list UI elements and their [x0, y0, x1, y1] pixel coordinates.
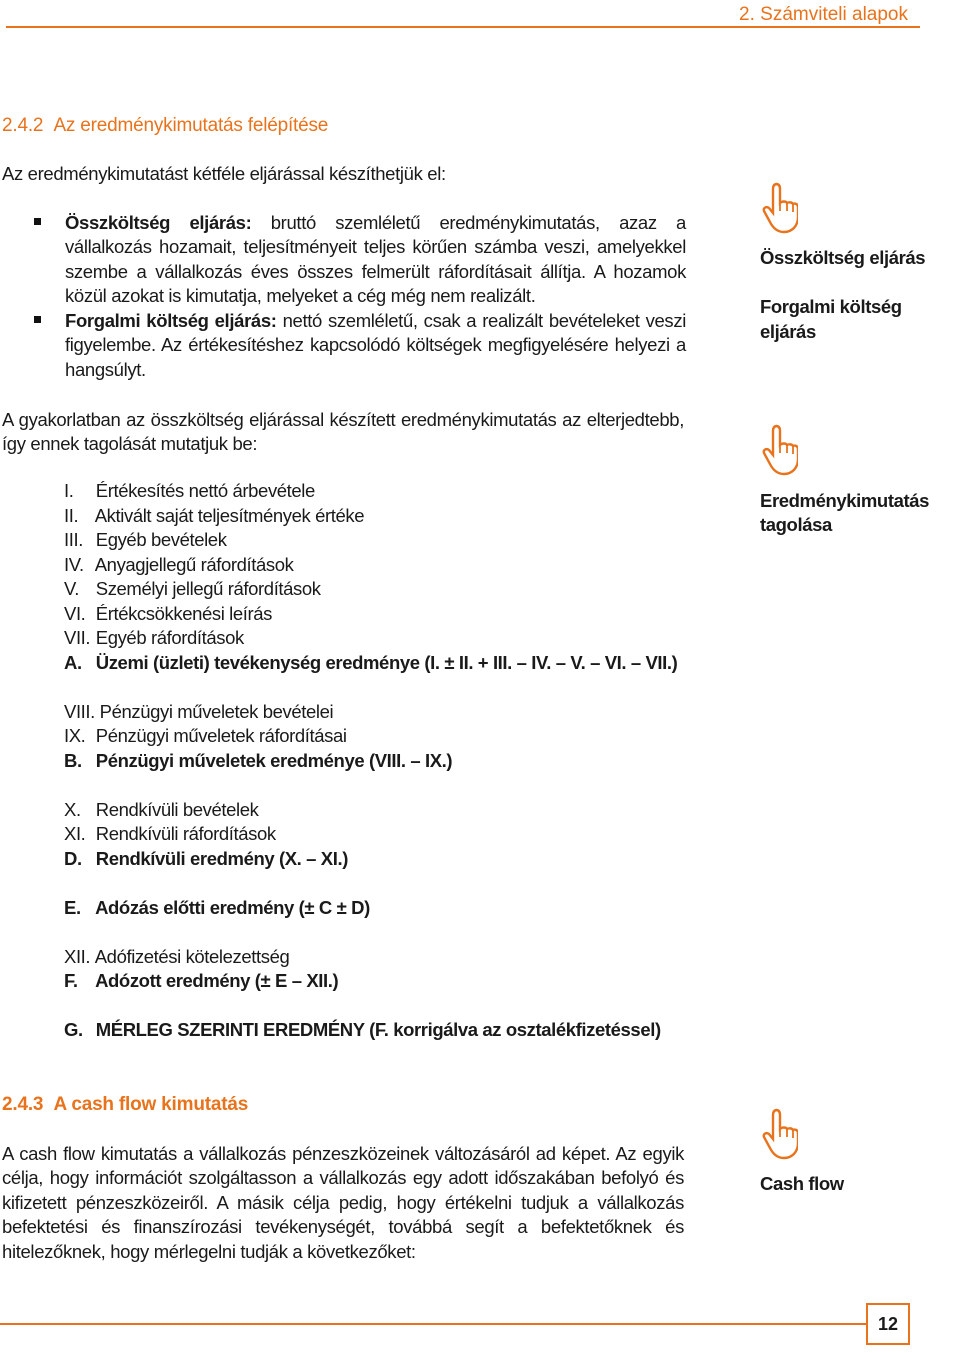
income-list-item: [64, 897, 370, 919]
list-item-number: XI.: [64, 823, 86, 844]
list-item-text: Értékcsökkenési leírás: [95, 603, 273, 624]
bullet-term: Összköltség eljárás:: [65, 212, 252, 233]
list-item-text: Pénzügyi műveletek eredménye (VIII. – IX.): [95, 750, 453, 771]
practice-paragraph: A gyakorlatban az összköltség eljárással készített eredménykimutatás az elterjedtebb, így ennek tagolását mutatjuk be:: [2, 409, 684, 455]
running-header: 2. Számviteli alapok: [739, 4, 908, 25]
bullet-text: bruttó szemléletű eredménykimutatás, azaz a vállalkozás hozamait, teljesítményeit teljes körűen számba veszi, amelyekkel szembe a vállalkozás éves összes felmerült ráfordításait állítja. A hozamok közül azokat is kimutatja, melyeket a cég még nem realizált.: [65, 212, 686, 307]
list-item-number: IV.: [64, 554, 84, 575]
income-list-item: [64, 603, 272, 625]
list-item-number: E.: [64, 897, 81, 918]
list-item-text: Adózás előtti eredmény (± C ± D): [95, 897, 370, 918]
bullet-osszkoltseg: [34, 211, 686, 309]
list-item-number: VI.: [64, 603, 86, 624]
sidebar-note-eredmenykimutatas: Eredménykimutatás: [760, 490, 930, 511]
square-bullet-icon: [34, 218, 41, 225]
income-list-item: [64, 799, 258, 821]
section-number: 2.4.3: [2, 1094, 44, 1115]
income-list-item: [64, 725, 347, 747]
list-item-number: X.: [64, 799, 81, 820]
income-list-item: [64, 578, 321, 600]
bullet-forgalmi: [34, 309, 686, 382]
income-list-item: [64, 627, 244, 649]
list-item-number: II.: [64, 505, 79, 526]
list-item-text: Pénzügyi műveletek bevételei: [99, 701, 334, 722]
footer-rule: [0, 1323, 867, 1325]
income-list-item: [64, 848, 348, 870]
section-title-2-4-3: [2, 1094, 248, 1116]
section-number: 2.4.2: [2, 115, 44, 136]
income-list-item: [64, 505, 364, 527]
sidebar-note-forgalmi: Forgalmi költség eljárás: [760, 296, 902, 342]
list-item-text: Pénzügyi műveletek ráfordításai: [95, 725, 347, 746]
section-title-text: Az eredménykimutatás felépítése: [53, 115, 329, 136]
list-item-text: Egyéb ráfordítások: [95, 627, 244, 648]
list-item-text: MÉRLEG SZERINTI EREDMÉNY (F. korrigálva az osztalékfizetéssel): [95, 1019, 661, 1040]
income-list-item: [64, 970, 338, 992]
list-item-number: D.: [64, 848, 82, 869]
income-list-item: [64, 480, 315, 502]
list-item-text: Anyagjellegű ráfordítások: [94, 554, 294, 575]
page-number: 12: [866, 1303, 910, 1345]
list-item-text: Rendkívüli eredmény (X. – XI.): [95, 848, 348, 869]
income-list-item: [64, 1019, 661, 1041]
income-list-item: [64, 529, 227, 551]
list-item-number: B.: [64, 750, 82, 771]
list-item-text: Üzemi (üzleti) tevékenység eredménye (I. ± II. + III. – IV. – V. – VI. – VII.): [95, 652, 678, 673]
list-item-number: V.: [64, 578, 79, 599]
list-item-number: G.: [64, 1019, 83, 1040]
bullet-term: Forgalmi költség eljárás:: [65, 310, 277, 331]
list-item-text: Rendkívüli bevételek: [95, 799, 259, 820]
list-item-number: F.: [64, 970, 78, 991]
income-list-item: [64, 701, 333, 723]
list-item-number: III.: [64, 529, 83, 550]
bullet-text: nettó szemléletű, csak a realizált bevételeket veszi figyelembe. Az értékesítéshez kapcsolódó költségek megfigyelésére helyezi a hangsúlyt.: [65, 310, 686, 380]
income-list-item: [64, 946, 289, 968]
income-list-item: [64, 554, 294, 576]
section-title-text: A cash flow kimutatás: [53, 1094, 249, 1115]
income-list-item: [64, 652, 677, 674]
list-item-text: Aktivált saját teljesítmények értéke: [94, 505, 365, 526]
list-item-number: IX.: [64, 725, 86, 746]
square-bullet-icon: [34, 316, 41, 323]
sidebar-note-cashflow: Cash flow: [760, 1173, 844, 1194]
pointing-hand-icon: [762, 1108, 798, 1160]
header-rule: [6, 26, 920, 28]
income-list-item: [64, 750, 452, 772]
list-item-number: VII.: [64, 627, 91, 648]
list-item-text: Adófizetési kötelezettség: [94, 946, 290, 967]
list-item-number: XII.: [64, 946, 91, 967]
intro-paragraph: Az eredménykimutatást kétféle eljárással készíthetjük el:: [2, 163, 446, 184]
list-item-text: Rendkívüli ráfordítások: [95, 823, 276, 844]
list-item-number: VIII.: [64, 701, 95, 722]
cashflow-paragraph: A cash flow kimutatás a vállalkozás pénzeszközeinek változásáról ad képet. Az egyik célja, hogy információt szolgáltasson a vállalkozás egy adott időszakában befolyó és kifizetett pénzeszközeiről. A másik célja pedig, hogy értékelni tudjuk a vállalkozás befektetési és finanszírozási tevékenységét, továbbá segít a befektetőknek és hitelezőknek, hogy mérlegelni tudják a következőket:: [2, 1143, 684, 1262]
section-title-2-4-2: [2, 115, 328, 137]
list-item-text: Egyéb bevételek: [95, 529, 227, 550]
list-item-text: Adózott eredmény (± E – XII.): [95, 970, 339, 991]
sidebar-note-osszkoltseg: Összköltség eljárás: [760, 247, 926, 268]
list-item-text: Személyi jellegű ráfordítások: [95, 578, 321, 599]
list-item-number: I.: [64, 480, 74, 501]
list-item-number: A.: [64, 652, 82, 673]
income-list-item: [64, 823, 276, 845]
list-item-text: Értékesítés nettó árbevétele: [95, 480, 315, 501]
pointing-hand-icon: [762, 424, 798, 476]
sidebar-note-tagolasa: tagolása: [760, 514, 832, 535]
pointing-hand-icon: [762, 182, 798, 234]
